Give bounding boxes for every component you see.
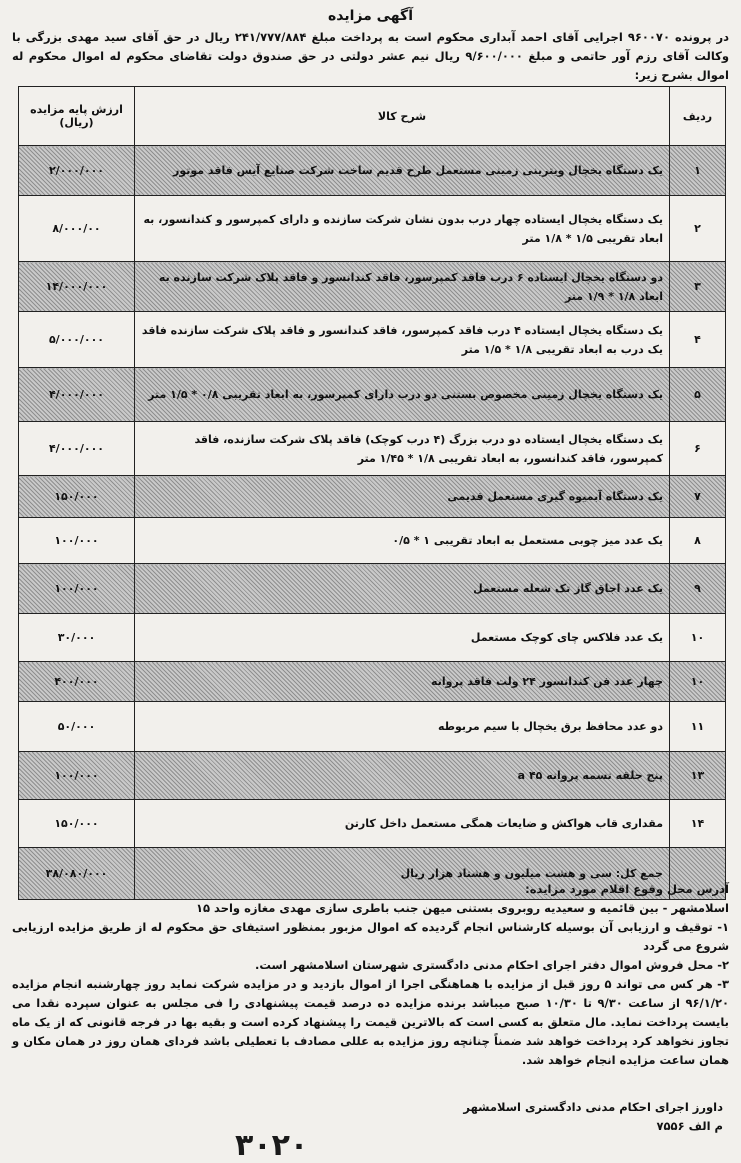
- row-price: ۴/۰۰۰/۰۰۰: [19, 422, 135, 476]
- row-price: ۴/۰۰۰/۰۰۰: [19, 368, 135, 422]
- table-row: [19, 662, 726, 702]
- row-number: ۶: [670, 422, 726, 476]
- table-row: [19, 262, 726, 312]
- row-description: چهار عدد فن کندانسور ۲۴ ولت فاقد پروانه: [135, 662, 670, 702]
- row-description: یک عدد فلاکس چای کوچک مستعمل: [135, 614, 670, 662]
- table-row: [19, 752, 726, 800]
- row-price: ۳۰/۰۰۰: [19, 614, 135, 662]
- notice-intro: در پرونده ۹۶۰۰۷۰ اجرایی آقای احمد آبداری محکوم است به پرداخت مبلغ ۲۴۱/۷۷۷/۸۸۴ ریال در حق آقای سید مهدی بزرگی با وکالت آقای رزم آور حاتمی و مبلغ ۹/۶۰۰/۰۰۰ ریال نیم عشر دولتی در حق صندوق دولت تقاضای محکوم له اموال محکوم له اموال بشرح زیر:: [12, 30, 729, 82]
- row-price: ۱۴/۰۰۰/۰۰۰: [19, 262, 135, 312]
- row-price: ۱۰۰/۰۰۰: [19, 564, 135, 614]
- table-row: [19, 196, 726, 262]
- table-row: [19, 614, 726, 662]
- row-price: ۱۵۰/۰۰۰: [19, 476, 135, 518]
- total-description: جمع کل: سی و هشت میلیون و هشتاد هزار ریال: [135, 848, 670, 900]
- table-row: [19, 800, 726, 848]
- table-row: [19, 564, 726, 614]
- row-price: ۵۰/۰۰۰: [19, 702, 135, 752]
- row-number: ۱۳: [670, 752, 726, 800]
- stamp-number: ۳۰۲۰: [235, 1128, 309, 1163]
- row-price: ۲/۰۰۰/۰۰۰: [19, 146, 135, 196]
- row-description: یک عدد میز چوبی مستعمل به ابعاد تقریبی ۱ * ۰/۵: [135, 518, 670, 564]
- table-header-row: [19, 87, 726, 146]
- row-number: ۴: [670, 312, 726, 368]
- row-price: ۱۰۰/۰۰۰: [19, 752, 135, 800]
- table-row: [19, 146, 726, 196]
- row-description: یک دستگاه یخچال ایستاده چهار درب بدون نشان شرکت سازنده و دارای کمپرسور و کندانسور، به ابعاد تقریبی ۱/۵ * ۱/۸ متر: [135, 196, 670, 262]
- row-price: ۱۰۰/۰۰۰: [19, 518, 135, 564]
- row-number: ۷: [670, 476, 726, 518]
- row-description: یک دستگاه یخچال زمینی مخصوص بستنی دو درب دارای کمپرسور، به ابعاد تقریبی ۰/۸ * ۱/۵ متر: [135, 368, 670, 422]
- row-number: ۲: [670, 196, 726, 262]
- table-row: [19, 476, 726, 518]
- address-label: آدرس محل وقوع اقلام مورد مزایده:: [525, 882, 729, 896]
- address-text: اسلامشهر - بین قائمیه و سعیدیه روبروی بستنی میهن جنب باطری سازی مهدی مغازه واحد ۱۵: [196, 901, 729, 915]
- table-row: [19, 368, 726, 422]
- row-price: ۴۰۰/۰۰۰: [19, 662, 135, 702]
- table-row: [19, 518, 726, 564]
- row-price: ۱۵۰/۰۰۰: [19, 800, 135, 848]
- row-description: یک دستگاه یخچال ایستاده ۴ درب فاقد کمپرسور، فاقد کندانسور و فاقد پلاک شرکت سازنده فاقد یک درب به ابعاد تقریبی ۱/۸ * ۱/۵ متر: [135, 312, 670, 368]
- header-row-number: ردیف: [670, 87, 726, 146]
- row-number: ۸: [670, 518, 726, 564]
- condition-1: ۱- توقیف و ارزیابی آن بوسیله کارشناس انجام گردیده که اموال مزبور بمنظور استیفای حق محکوم له از طریق مزایده ارزیابی شروع می گردد: [12, 920, 729, 953]
- row-description: یک دستگاه آبمیوه گیری مستعمل قدیمی: [135, 476, 670, 518]
- row-number: ۱۰: [670, 662, 726, 702]
- row-description: دو عدد محافظ برق یخچال با سیم مربوطه: [135, 702, 670, 752]
- row-description: یک دستگاه یخچال ویترینی زمینی مستعمل طرح قدیم ساخت شرکت صنایع آیس فاقد موتور: [135, 146, 670, 196]
- table-row: [19, 312, 726, 368]
- row-description: پنج حلقه تسمه پروانه ۴۵ a: [135, 752, 670, 800]
- row-number: ۱۰: [670, 614, 726, 662]
- signature-block: [463, 1098, 723, 1136]
- notice-code: م الف ۷۵۵۶: [656, 1119, 723, 1133]
- row-number: ۱۱: [670, 702, 726, 752]
- row-price: ۸/۰۰۰/۰۰: [19, 196, 135, 262]
- table-row: [19, 422, 726, 476]
- header-description: شرح کالا: [135, 87, 670, 146]
- table-row: [19, 702, 726, 752]
- notice-footer: [12, 880, 729, 1070]
- row-description: یک دستگاه یخچال ایستاده دو درب بزرگ (۴ درب کوچک) فاقد پلاک شرکت سازنده، فاقد کمپرسور، فاقد کندانسور، به ابعاد تقریبی ۱/۸ * ۱/۴۵ متر: [135, 422, 670, 476]
- signer-title: داورز اجرای احکام مدنی دادگستری اسلامشهر: [463, 1100, 723, 1114]
- row-price: ۵/۰۰۰/۰۰۰: [19, 312, 135, 368]
- condition-3: ۳- هر کس می تواند ۵ روز قبل از مزایده با هماهنگی اجرا از اموال بازدید و در مزایده شرکت نماید روز چهارشنبه انجام مزایده ۹۶/۱/۲۰ از ساعت ۹/۳۰ تا ۱۰/۳۰ صبح میباشد برنده مزایده ده درصد قیمت پیشنهادی را فی مجلس به عنوان سپرده نقدا می بایست پرداخت نماید. مال متعلق به کسی است که بالاترین قیمت را پیشنهاد کرده است و بقیه بها در فرجه قانونی که از یک ماه تجاوز نخواهد کرد پرداخت خواهد شد ضمناً چنانچه روز مزایده به عللی مصادف با تعطیلی باشد فردای همان روز در همان مکان و همان ساعت مزایده انجام خواهد شد.: [12, 977, 729, 1067]
- items-table: [18, 86, 726, 900]
- row-description: مقداری قاب هواکش و ضایعات همگی مستعمل داخل کارتن: [135, 800, 670, 848]
- condition-2: ۲- محل فروش اموال دفتر اجرای احکام مدنی دادگستری شهرستان اسلامشهر است.: [255, 958, 729, 972]
- total-price: ۳۸/۰۸۰/۰۰۰: [19, 848, 135, 900]
- row-number: ۱: [670, 146, 726, 196]
- header-base-price: ارزش پایه مزایده (ریال): [19, 87, 135, 146]
- row-number: ۹: [670, 564, 726, 614]
- row-number: ۱۴: [670, 800, 726, 848]
- row-number: ۳: [670, 262, 726, 312]
- row-description: یک عدد اجاق گاز تک شعله مستعمل: [135, 564, 670, 614]
- row-description: دو دستگاه یخچال ایستاده ۶ درب فاقد کمپرسور، فاقد کندانسور و فاقد پلاک شرکت سازنده به ابعاد ۱/۸ * ۱/۹ متر: [135, 262, 670, 312]
- row-number: ۵: [670, 368, 726, 422]
- notice-title: آگهی مزایده: [327, 8, 413, 24]
